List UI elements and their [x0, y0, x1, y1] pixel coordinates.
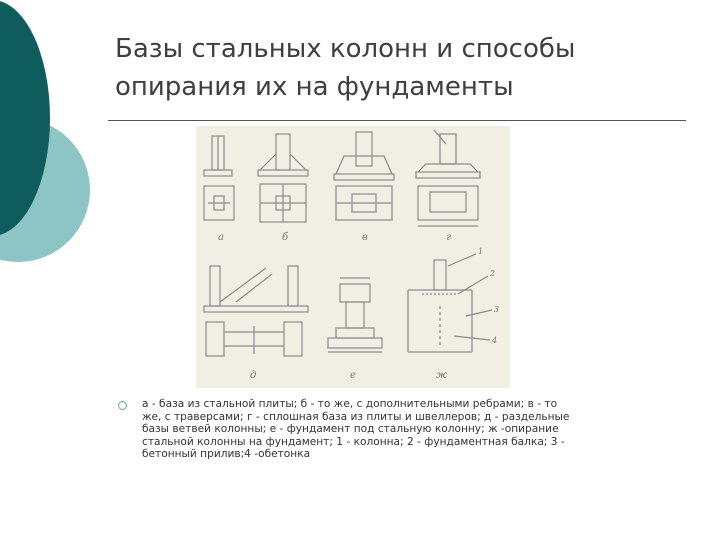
- title-divider: [108, 120, 686, 121]
- panel-b-drawing: [258, 134, 308, 222]
- callout-number-1: 1: [478, 247, 484, 256]
- panel-label-e: е: [350, 370, 356, 381]
- callout-number-3: 3: [494, 305, 500, 314]
- panel-a-drawing: [204, 136, 234, 220]
- title-line-1: Базы стальных колонн и способы: [115, 34, 576, 64]
- panel-e-drawing: [328, 278, 382, 352]
- caption-line-3: базы ветвей колонны; е - фундамент под стальную колонну; ж -опирание: [142, 423, 559, 435]
- panel-label-v: в: [362, 232, 368, 243]
- panel-label-b: б: [282, 232, 289, 243]
- figure-drawing: [196, 126, 510, 388]
- panel-d-drawing: [204, 266, 308, 356]
- title-line-2: опирания их на фундаменты: [115, 72, 514, 102]
- decorative-circles: [0, 0, 110, 300]
- caption-line-4: стальной колонны на фундамент; 1 - колонна; 2 - фундаментная балка; 3 -: [142, 435, 565, 448]
- panel-label-g: г: [446, 232, 452, 243]
- column-bases-figure: [196, 126, 510, 388]
- figure-caption: [142, 398, 662, 461]
- panel-zh-drawing: [408, 254, 492, 352]
- hollow-circle-bullet-icon: [118, 401, 127, 410]
- callout-number-4: 4: [492, 336, 498, 345]
- caption-line-1: а - база из стальной плиты; б - то же, с дополнительными ребрами; в - то: [142, 398, 558, 410]
- panel-label-d: д: [250, 370, 257, 381]
- caption-line-2: же, с траверсами; г - сплошная база из плиты и швеллеров; д - раздельные: [142, 410, 570, 423]
- panel-label-zh: ж: [436, 370, 448, 381]
- panel-g-drawing: [416, 130, 480, 226]
- caption-line-5: бетонный прилив;4 -обетонка: [142, 448, 311, 460]
- slide-title: [115, 30, 695, 106]
- panel-v-drawing: [334, 132, 394, 220]
- panel-label-a: а: [218, 232, 224, 243]
- callout-number-2: 2: [490, 269, 496, 278]
